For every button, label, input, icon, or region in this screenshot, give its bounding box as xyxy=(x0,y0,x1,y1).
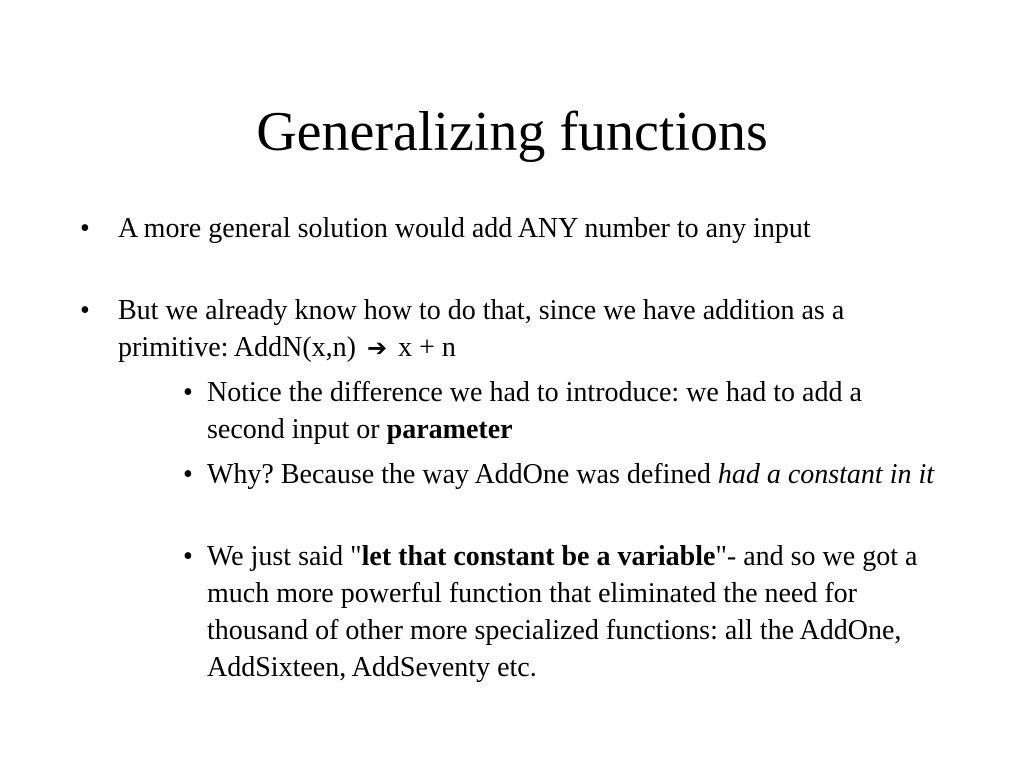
bullet-icon: • xyxy=(80,213,90,244)
arrow-right-icon: ➔ xyxy=(366,334,388,362)
bullet-icon: • xyxy=(80,295,90,326)
sub-bullet-item xyxy=(183,456,937,493)
bullet-bold-text: parameter xyxy=(386,414,513,445)
bullet-text: But we already know how to do that, since we have addition as a primitive: AddN(x,n) xyxy=(118,295,845,363)
bullet-bold-text: let that constant be a variable xyxy=(361,541,716,572)
slide-title: Generalizing functions xyxy=(256,101,768,163)
bullet-text: Why? Because the way AddOne was defined xyxy=(207,459,711,490)
sub-bullet-item xyxy=(183,538,937,686)
bullet-text: Notice the difference we had to introduce: we had to add a second input or xyxy=(207,377,862,445)
bullet-icon: • xyxy=(183,459,193,490)
bullet-item xyxy=(80,210,898,247)
bullet-text-after: x + n xyxy=(398,332,456,363)
bullet-icon: • xyxy=(183,377,193,408)
bullet-italic-text: had a constant in it xyxy=(717,459,935,490)
bullet-text: We just said " xyxy=(207,541,362,572)
sub-bullet-item xyxy=(183,374,937,448)
bullet-text-after: "- and so we got a much more powerful function that eliminated the need for thousand of other more specialized functions: all the AddOne, AddSixteen, AddSeventy etc. xyxy=(207,541,918,683)
bullet-text: A more general solution would add ANY number to any input xyxy=(118,213,811,244)
bullet-item xyxy=(80,292,898,367)
bullet-icon: • xyxy=(183,541,193,572)
